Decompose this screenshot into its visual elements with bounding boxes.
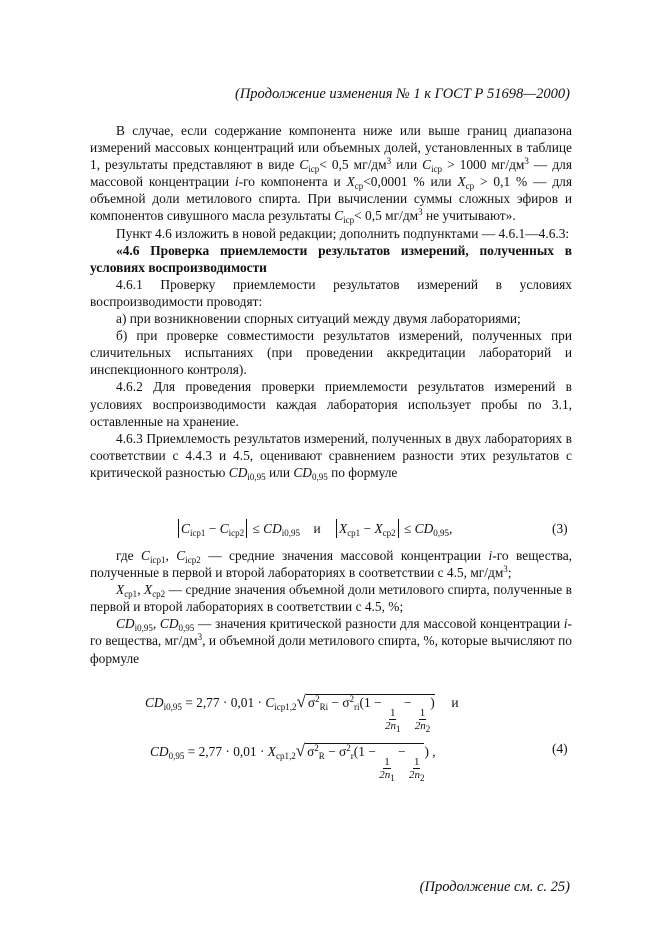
paragraph-4-6-3: 4.6.3 Приемлемость результатов измерений, полученных в двух лабораториях в соответствии с 4.4.3 и 4.5, оценивают сравнением разности этих результатов с критической разностью $CD_{i0,95}$ или $CD_{0,95}$ по формуле bbox=[90, 430, 572, 482]
list-item-a: а) при возникновении спорных ситуаций между двумя лабораториями; bbox=[116, 311, 521, 327]
equation-number-3: (3) bbox=[552, 521, 568, 536]
paragraph-amendment-note: Пункт 4.6 изложить в новой редакции; дополнить подпунктами — 4.6.1—4.6.3: bbox=[116, 225, 570, 241]
formula-4-volume: $CD_{0,95} = 2,77 \cdot 0,01 \cdot X_{ср1,2}√$ $\sigma^2_R - \sigma^2_r(1$ − $\frac{1}{2n_1}$ − $\frac{1}{2n_2}$ ) , bbox=[150, 741, 436, 783]
explanation-x: $X_{cp1}$, $X_{cp2}$ — средние значения объемной доли метилового спирта, полученные в первой и второй лабораториях в соответствии с 4.5, %; bbox=[90, 582, 572, 615]
formula-explanations bbox=[90, 547, 572, 667]
section-heading-4-6: «4.6 Проверка приемлемости результатов измерений, полученных в условиях воспроизводимости bbox=[90, 242, 572, 275]
explanation-c: где $C_{icp1}$, $C_{icp2}$ — средние значения массовой концентрации i-го вещества, полученные в первой и второй лабораториях в соответствии с 4.5, $мг/дм^3$; bbox=[90, 548, 573, 581]
formula-3: $C_{icp1} - C_{icp2} \le CD_{i0,95}$ и $X_{cp1} - X_{cp2} \le CD_{0,95}$, bbox=[176, 519, 452, 538]
running-header: (Продолжение изменения № 1 к ГОСТ Р 51698—2000) bbox=[235, 86, 570, 102]
continuation-footer: (Продолжение см. с. 25) bbox=[419, 879, 570, 895]
explanation-cd: $CD_{i0,95}$, $CD_{0,95}$ — значения критической разности для массовой концентрации i-го вещества, $мг/дм^3$, и объемной доли метилового спирта, %, которые вычисляют по формуле bbox=[90, 616, 572, 666]
equation-number-4: (4) bbox=[552, 741, 568, 756]
formula-4-mass: $CD_{i0,95} = 2,77 \cdot 0,01 \cdot C_{icp1,2}√$ $\sigma^2_{Ri} - \sigma^2_{ri}(1$ − $\frac{1}{2n_1}$ − $\frac{1}{2n_2}$ ) и bbox=[145, 692, 459, 734]
paragraph-range-results: В случае, если содержание компонента ниже или выше границ диапазона измерений массовых концентраций или объемных долей, установленных в таблице 1, результаты представляют в виде $C_{icp}< 0,5$ $мг/дм^3$ или $C_{icp} > 1000$ $мг/дм^3$ — для массовой концентрации i-го компонента и $X_{ср}<0,0001$ % или $X_{ср} > 0,1$ % — для объемной доли метилового спирта. При вычислении суммы сложных эфиров и компонентов сивушного масла результаты $C_{icp}< 0,5$ $мг/дм^3$ не учитывают». bbox=[90, 123, 573, 226]
list-item-b: б) при проверке совместимости результатов измерений, полученных при сличительных испытаниях (при проведении аккредитации лабораторий и инспекционного контроля). bbox=[90, 328, 572, 378]
paragraph-4-6-1: 4.6.1 Проверку приемлемости результатов измерений в условиях воспроизводимости проводят: bbox=[90, 276, 572, 309]
body-text bbox=[90, 122, 572, 481]
paragraph-4-6-2: 4.6.2 Для проведения проверки приемлемости результатов измерений в условиях воспроизводимости каждая лаборатория использует пробы по 3.1, оставленные на хранение. bbox=[90, 379, 572, 429]
